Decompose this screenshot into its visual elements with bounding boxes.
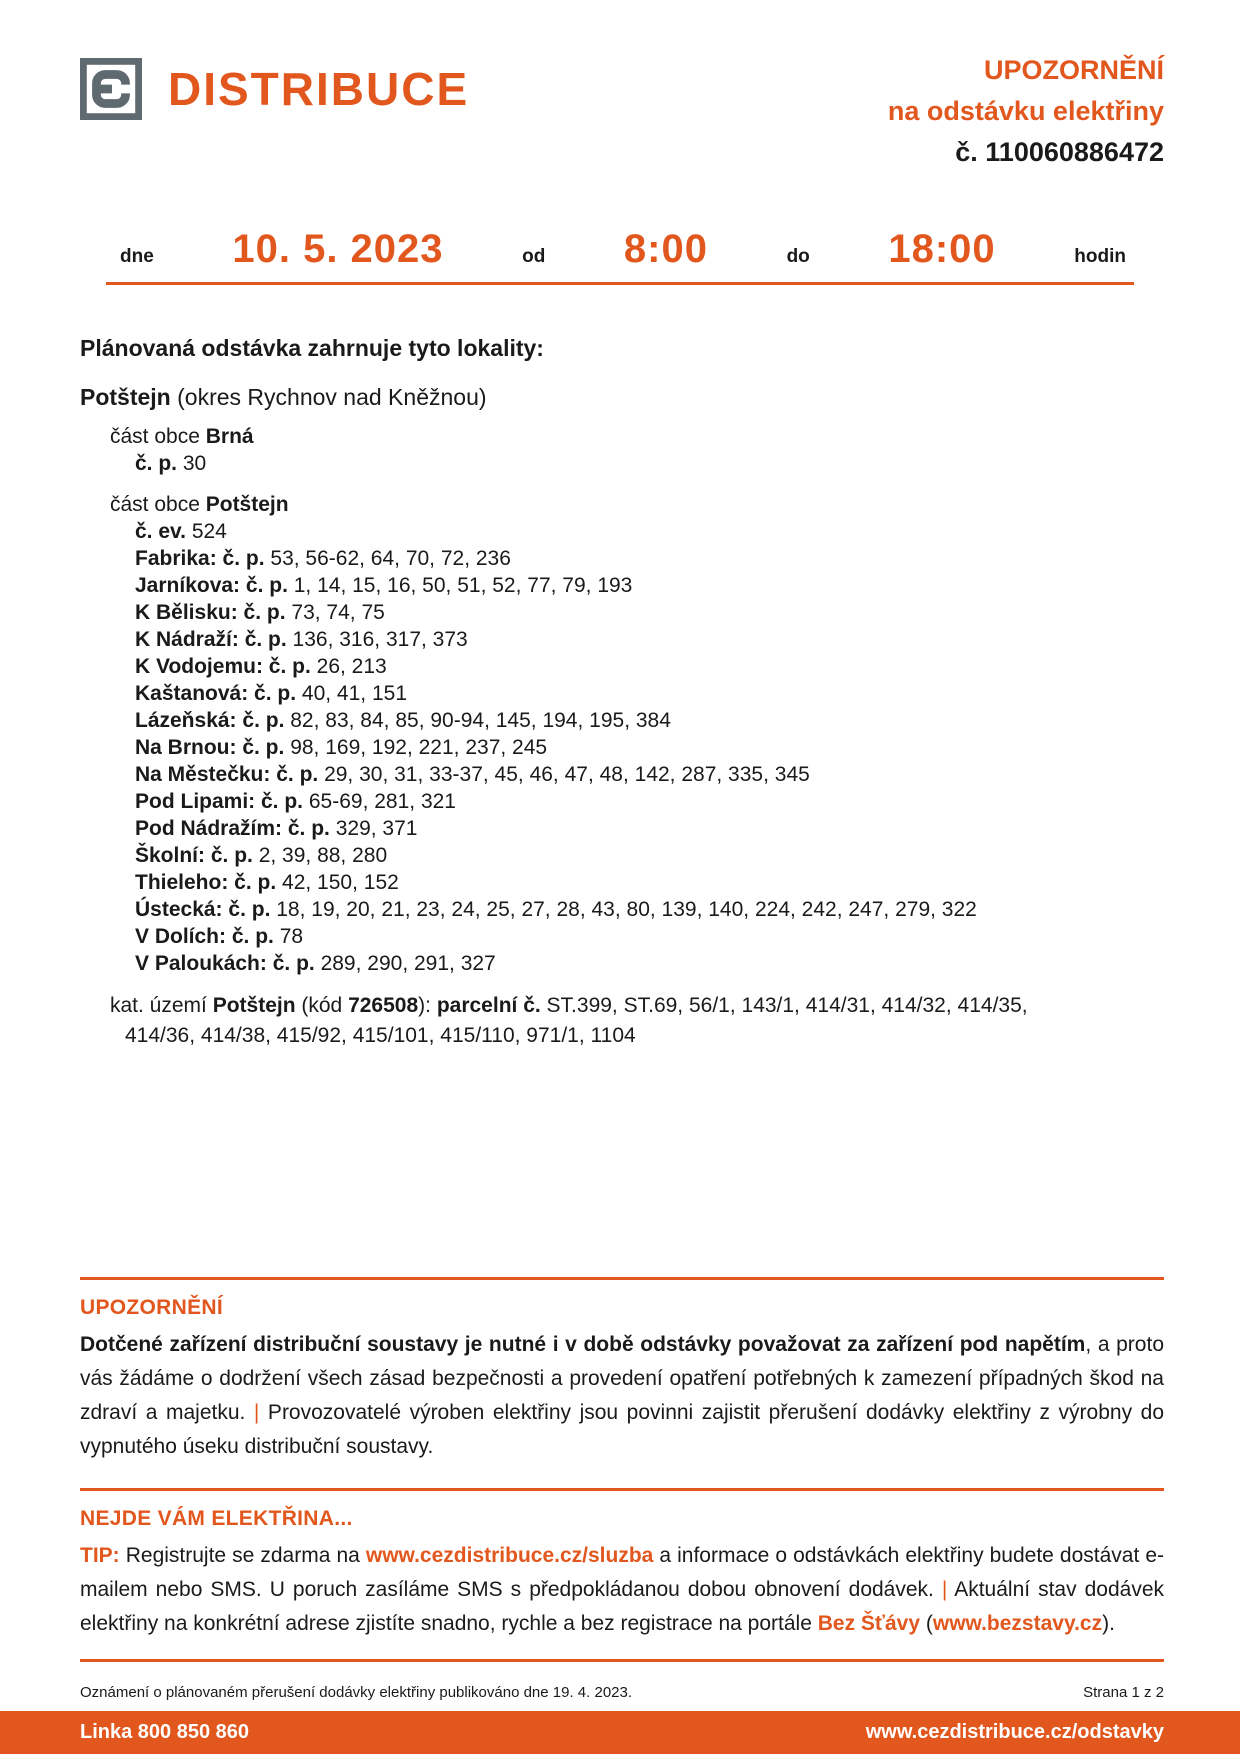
house-numbers: 42, 150, 152 bbox=[282, 871, 399, 894]
text-segment: ( bbox=[920, 1612, 933, 1635]
brand-bez-stavy: Bez Šťávy bbox=[817, 1612, 921, 1635]
part-of-village-label: část obce Brná bbox=[110, 425, 254, 448]
house-numbers: 30 bbox=[182, 452, 207, 475]
text-segment: Dotčené zařízení distribuční soustavy je nutné i v době odstávky považovat za zařízení pod napětím bbox=[80, 1333, 1086, 1356]
part-of-village-label: část obce Potštejn bbox=[110, 493, 289, 516]
orange-separator: | bbox=[941, 1578, 948, 1601]
part-name: Brná bbox=[205, 425, 254, 448]
street-name: Fabrika: bbox=[135, 547, 223, 570]
number-type-label: č. p. bbox=[243, 601, 292, 624]
house-numbers: 26, 213 bbox=[316, 655, 387, 678]
street-name: K Vodojemu: bbox=[135, 655, 269, 678]
street-entry bbox=[80, 572, 1164, 599]
street-name: Ústecká: bbox=[135, 898, 229, 921]
house-numbers: 289, 290, 291, 327 bbox=[320, 952, 496, 975]
tip-label: TIP: bbox=[80, 1544, 120, 1567]
text-segment: Aktuální stav dodávek elektřiny na konkrétní adrese zjistíte snadno, rychle a bez registrace na portále bbox=[80, 1578, 1165, 1635]
street-name: Pod Nádražím: bbox=[135, 817, 288, 840]
link-cezdistribuce-sluzba[interactable]: www.cezdistribuce.cz/sluzba bbox=[365, 1544, 654, 1567]
street-entry bbox=[80, 545, 1164, 572]
municipality-district: (okres Rychnov nad Kněžnou) bbox=[177, 384, 487, 410]
street-entry bbox=[80, 626, 1164, 653]
notice-title-line1: UPOZORNĚNÍ bbox=[983, 55, 1164, 85]
tip-paragraph bbox=[80, 1539, 1164, 1641]
street-name: Na Brnou: bbox=[135, 736, 243, 759]
street-name: Lázeňská: bbox=[135, 709, 243, 732]
street-entry bbox=[80, 842, 1164, 869]
phone-line: Linka 800 850 860 bbox=[80, 1721, 250, 1743]
outage-date: 10. 5. 2023 bbox=[232, 227, 444, 271]
street-entry bbox=[80, 788, 1164, 815]
text-segment: a informace o odstávkách elektřiny budete dostávat e-mailem nebo SMS. U poruch zasíláme SMS s předpokládanou dobou obnovení dodávek. bbox=[80, 1544, 1165, 1601]
number-type-label: č. p. bbox=[210, 844, 259, 867]
house-numbers: 2, 39, 88, 280 bbox=[258, 844, 388, 867]
part-name: Potštejn bbox=[205, 493, 289, 516]
page-indicator: Strana 1 z 2 bbox=[1083, 1684, 1164, 1701]
brand bbox=[80, 58, 469, 120]
number-type-label: č. p. bbox=[276, 763, 325, 786]
cadastral-code: 726508 bbox=[348, 994, 419, 1017]
house-numbers: 78 bbox=[279, 925, 304, 948]
schedule-label-od: od bbox=[522, 246, 546, 267]
street-entry bbox=[80, 815, 1164, 842]
number-type-label: č. p. bbox=[261, 790, 309, 813]
house-numbers: 40, 41, 151 bbox=[301, 682, 407, 705]
street-entry bbox=[80, 653, 1164, 680]
link-bezstavy[interactable]: www.bezstavy.cz bbox=[932, 1612, 1103, 1635]
text-segment: (kód bbox=[295, 994, 349, 1017]
house-numbers: 524 bbox=[191, 520, 227, 543]
house-numbers: 329, 371 bbox=[335, 817, 418, 840]
schedule-label-hodin: hodin bbox=[1074, 246, 1126, 267]
locality-part bbox=[80, 491, 1164, 977]
text-segment: ). bbox=[1102, 1612, 1115, 1635]
street-entry bbox=[80, 680, 1164, 707]
number-type-label: č. p. bbox=[254, 682, 302, 705]
text-segment: Provozovatelé výroben elektřiny jsou povinni zajistit přerušení dodávky elektřiny z výrobny do vypnutého úseku distribuční soustavy. bbox=[80, 1401, 1164, 1458]
street-name: Pod Lipami: bbox=[135, 790, 261, 813]
footnote-row bbox=[80, 1684, 1164, 1701]
text-segment: parcelní č. bbox=[436, 994, 541, 1017]
street-entry bbox=[80, 518, 1164, 545]
notice-number: č. 110060886472 bbox=[955, 137, 1164, 167]
number-type-label: č. p. bbox=[245, 574, 294, 597]
warning-paragraph bbox=[80, 1328, 1164, 1464]
municipality-line bbox=[80, 384, 1164, 411]
street-entry bbox=[80, 707, 1164, 734]
number-type-label: č. p. bbox=[268, 655, 317, 678]
house-numbers: 98, 169, 192, 221, 237, 245 bbox=[290, 736, 548, 759]
number-type-label: č. p. bbox=[287, 817, 336, 840]
cadastral-line bbox=[80, 991, 1080, 1051]
header bbox=[80, 0, 1164, 173]
street-entry bbox=[80, 896, 1164, 923]
street-name: V Dolích: bbox=[135, 925, 232, 948]
house-numbers: 82, 83, 84, 85, 90-94, 145, 194, 195, 384 bbox=[290, 709, 671, 732]
number-type-label: č. p. bbox=[234, 871, 283, 894]
street-name: Jarníkova: bbox=[135, 574, 246, 597]
house-numbers: 18, 19, 20, 21, 23, 24, 25, 27, 28, 43, 80, 139, 140, 224, 242, 247, 279, 322 bbox=[276, 898, 977, 921]
section-divider-top bbox=[80, 1277, 1164, 1280]
locality-part bbox=[80, 423, 1164, 477]
street-entry bbox=[80, 599, 1164, 626]
notice-title-line2: na odstávku elektřiny bbox=[887, 96, 1164, 126]
street-entry bbox=[80, 761, 1164, 788]
number-type-label: č. p. bbox=[272, 952, 321, 975]
outage-start-time: 8:00 bbox=[623, 227, 708, 271]
footer-bar bbox=[0, 1711, 1240, 1754]
number-type-label: č. p. bbox=[231, 925, 280, 948]
localities-heading: Plánovaná odstávka zahrnuje tyto lokality: bbox=[80, 335, 544, 361]
schedule-row bbox=[106, 227, 1134, 285]
street-name: Thieleho: bbox=[135, 871, 235, 894]
street-entry bbox=[80, 734, 1164, 761]
street-name: Školní: bbox=[135, 844, 211, 867]
street-entry bbox=[80, 450, 1164, 477]
publication-note: Oznámení o plánovaném přerušení dodávky elektřiny publikováno dne 19. 4. 2023. bbox=[80, 1684, 633, 1701]
municipality-name: Potštejn bbox=[80, 384, 171, 410]
tip-heading: NEJDE VÁM ELEKTŘINA... bbox=[80, 1507, 353, 1530]
notice-title-block bbox=[888, 50, 1164, 173]
house-numbers: 73, 74, 75 bbox=[291, 601, 385, 624]
number-type-label: č. p. bbox=[242, 736, 291, 759]
street-entry bbox=[80, 950, 1164, 977]
text-segment: Registrujte se zdarma na bbox=[119, 1544, 366, 1567]
footer-url[interactable]: www.cezdistribuce.cz/odstavky bbox=[865, 1721, 1164, 1743]
cadastral-name: Potštejn bbox=[212, 994, 296, 1017]
brand-name: DISTRIBUCE bbox=[168, 63, 470, 115]
number-type-label: č. p. bbox=[242, 709, 291, 732]
number-type-label: č. ev. bbox=[135, 520, 192, 543]
street-name: V Paloukách: bbox=[135, 952, 273, 975]
section-divider-bottom bbox=[80, 1659, 1164, 1662]
street-name: Na Městečku: bbox=[135, 763, 277, 786]
outage-end-time: 18:00 bbox=[888, 227, 996, 271]
schedule-label-do: do bbox=[786, 246, 810, 267]
number-type-label: č. p. bbox=[244, 628, 293, 651]
street-name: K Bělisku: bbox=[135, 601, 244, 624]
text-segment: ST.399, ST.69, 56/1, 143/1, 414/31, 414/32, 414/35, 414/36, 414/38, 415/92, 415/101, 415/110, 971/1, 1104 bbox=[125, 994, 1028, 1047]
text-segment: ): bbox=[418, 994, 437, 1017]
street-name: Kaštanová: bbox=[135, 682, 255, 705]
locality-parts bbox=[80, 423, 1164, 977]
text-segment: , a proto vás žádáme o dodržení všech zásad bezpečnosti a provedení opatření potřebných k zamezení případných škod na zdraví a majetku. bbox=[80, 1333, 1164, 1424]
section-divider-middle bbox=[80, 1488, 1164, 1491]
orange-separator: | bbox=[253, 1401, 260, 1424]
house-numbers: 65-69, 281, 321 bbox=[308, 790, 456, 813]
number-type-label: č. p. bbox=[222, 547, 271, 570]
street-entry bbox=[80, 869, 1164, 896]
house-numbers: 1, 14, 15, 16, 50, 51, 52, 77, 79, 193 bbox=[293, 574, 633, 597]
house-numbers: 53, 56-62, 64, 70, 72, 236 bbox=[270, 547, 511, 570]
warning-heading: UPOZORNĚNÍ bbox=[80, 1296, 224, 1319]
number-type-label: č. p. bbox=[135, 452, 183, 475]
text-segment: kat. území bbox=[110, 994, 213, 1017]
house-numbers: 29, 30, 31, 33-37, 45, 46, 47, 48, 142, 287, 335, 345 bbox=[324, 763, 810, 786]
cez-logo-icon bbox=[80, 58, 142, 120]
number-type-label: č. p. bbox=[228, 898, 277, 921]
house-numbers: 136, 316, 317, 373 bbox=[292, 628, 468, 651]
schedule-label-dne: dne bbox=[120, 246, 154, 267]
street-name: K Nádraží: bbox=[135, 628, 245, 651]
street-entry bbox=[80, 923, 1164, 950]
